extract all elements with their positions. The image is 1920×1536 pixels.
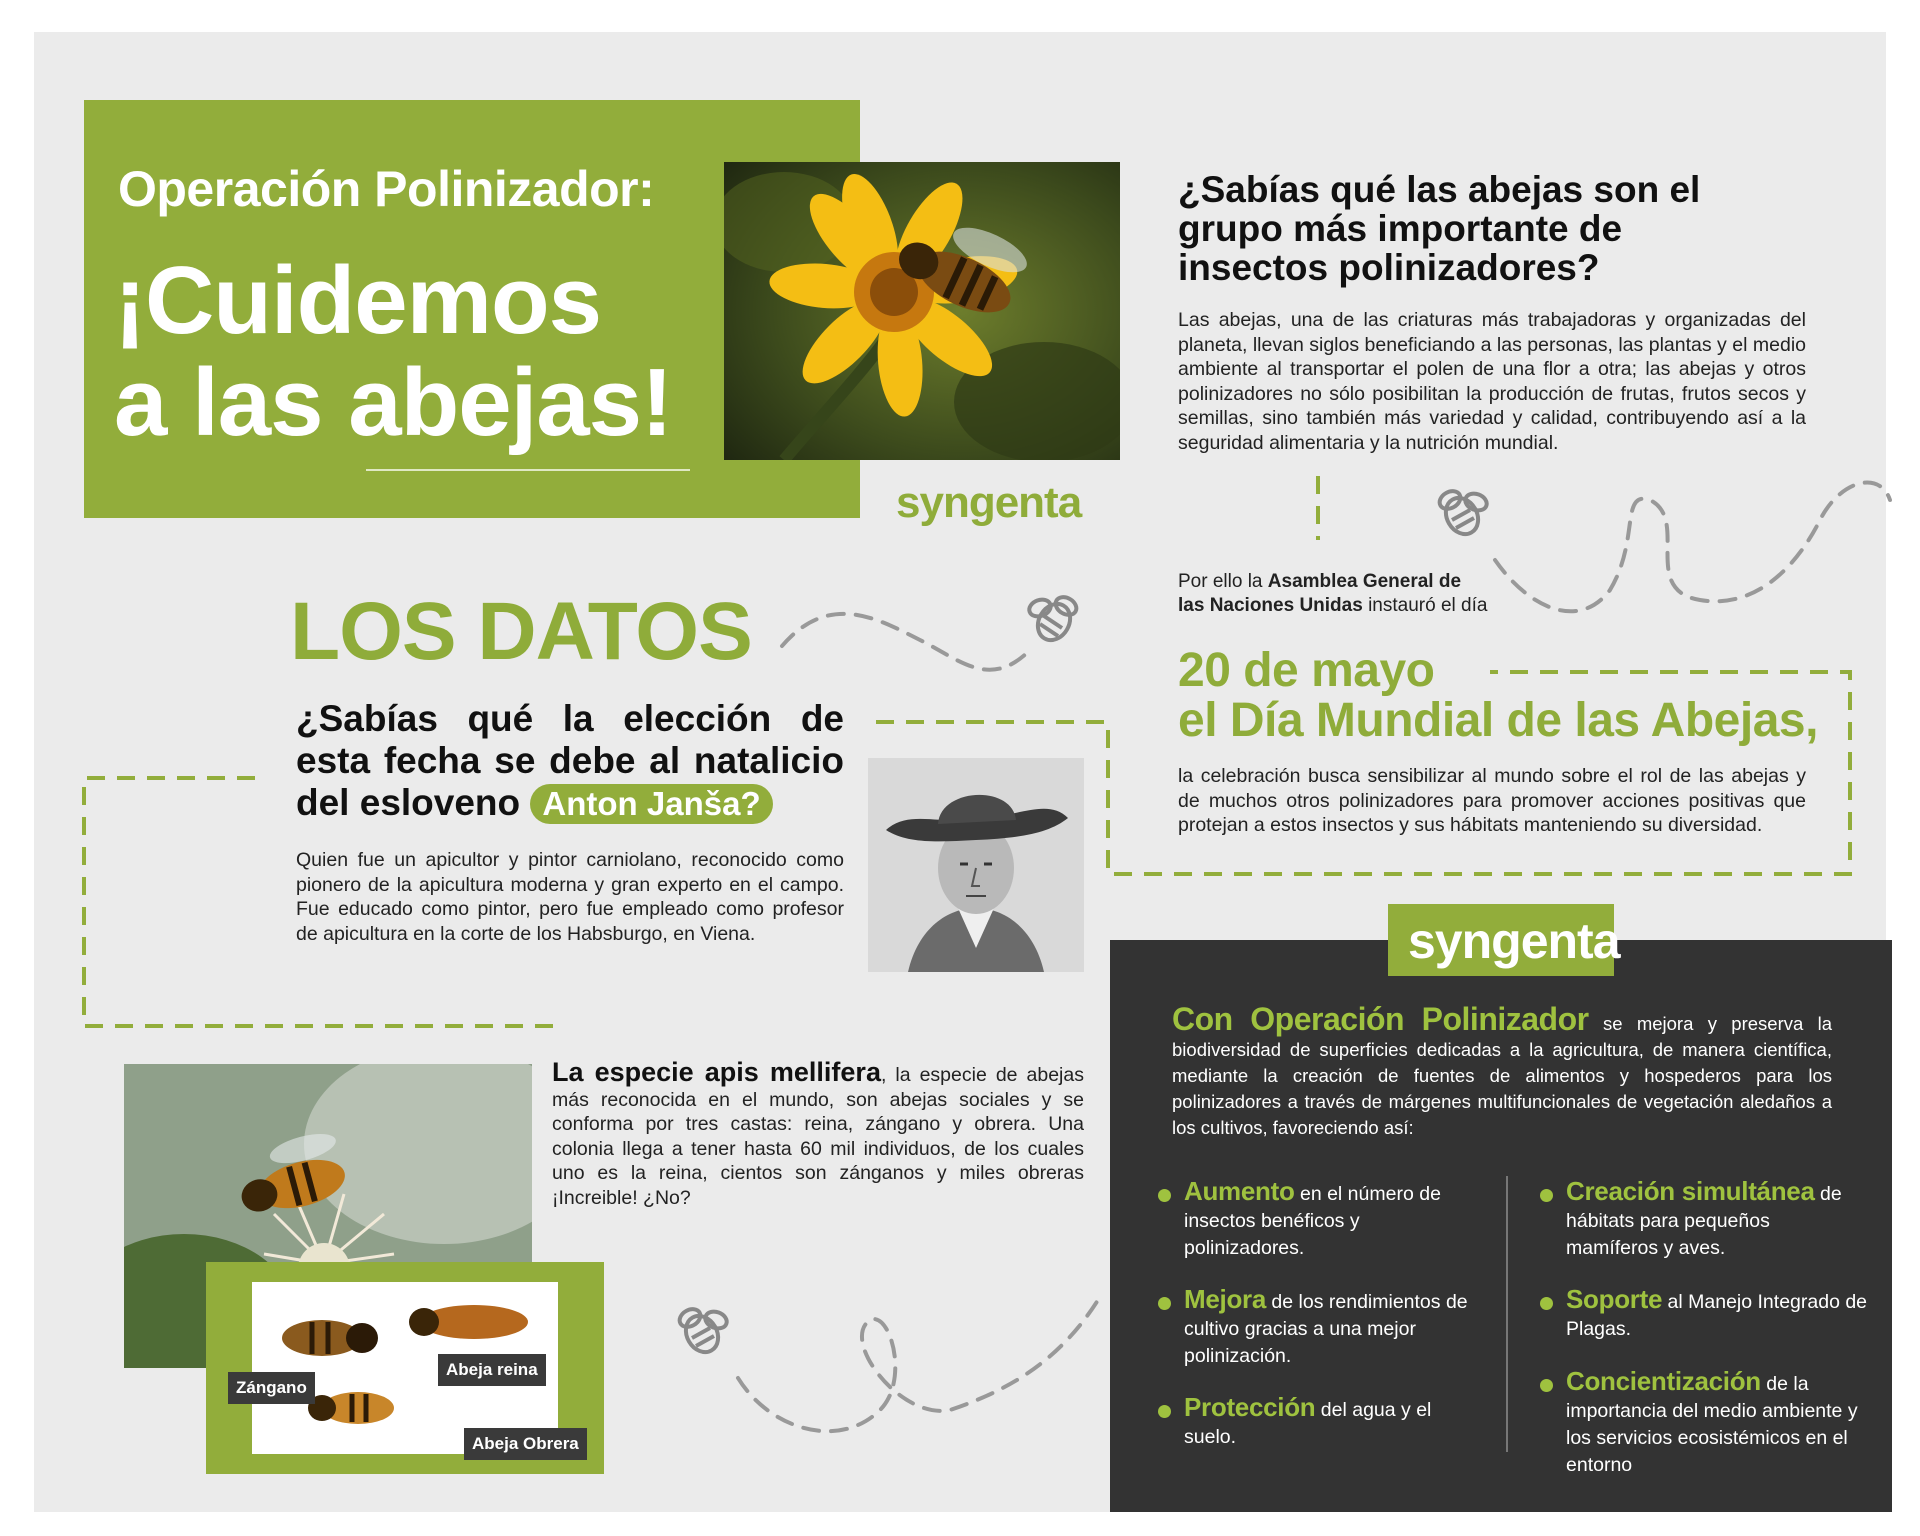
benefit-item [1184, 1394, 1460, 1451]
onu-prefix: Por ello la [1178, 571, 1268, 592]
benefit-highlight: Mejora [1184, 1284, 1267, 1314]
benefit-item [1184, 1286, 1484, 1370]
benefit-text: al Manejo Integrado de Plagas. [1566, 1291, 1868, 1340]
bee-icon [1432, 482, 1494, 540]
hero-title-line2: a las abejas! [114, 349, 673, 456]
bullet-icon [1158, 1189, 1171, 1202]
benefit-item [1566, 1368, 1866, 1479]
hero-title-line1: ¡Cuidemos [114, 247, 602, 354]
bullet-icon [1540, 1189, 1553, 1202]
section-heading: LOS DATOS [290, 586, 752, 677]
species-text [552, 1057, 1084, 1210]
benefit-highlight: Protección [1184, 1392, 1316, 1422]
benefit-text: de la importancia del medio ambiente y los servicios ecosistémicos en el entorno [1566, 1373, 1858, 1476]
bee-on-flower-photo [724, 162, 1120, 460]
benefit-item [1566, 1178, 1856, 1262]
bullet-icon [1158, 1297, 1171, 1310]
bullet-icon [1540, 1297, 1553, 1310]
benefit-text: en el número de insectos benéficos y polinizadores. [1184, 1183, 1441, 1259]
date-line2: el Día Mundial de las Abejas, [1178, 694, 1818, 747]
syngenta-logo-badge [1388, 904, 1620, 976]
name-pill: Anton Janša? [530, 784, 772, 824]
date-line1: 20 de mayo [1178, 644, 1435, 697]
hero-subtitle: Operación Polinizador: [118, 161, 655, 217]
species-body: , la especie de abejas más reconocida en el mundo, son abejas sociales y se conforma por tres castas: reina, zángano y obrera. Una colonia llega a tener hasta 60 mil individuos, de los cuales uno es la reina, cientos son zánganos y miles obreras ¡Increible! ¿No? [552, 1064, 1084, 1209]
onu-suffix: instauró el día [1362, 595, 1488, 616]
caste-label-queen: Abeja reina [438, 1354, 546, 1386]
hero-divider [366, 469, 690, 471]
benefit-highlight: Soporte [1566, 1284, 1663, 1314]
datos-question-text: ¿Sabías qué la elección de esta fecha se debe al natalicio del esloveno [296, 698, 844, 823]
benefit-item [1184, 1178, 1484, 1262]
panel-lead: Con Operación Polinizador [1172, 1001, 1589, 1037]
datos-question [296, 698, 844, 824]
bullet-icon [1158, 1405, 1171, 1418]
benefit-text: del agua y el suelo. [1184, 1399, 1432, 1448]
world-bee-day [1178, 646, 1818, 746]
hero-title [114, 247, 673, 456]
benefit-item [1566, 1286, 1876, 1343]
onu-text [1178, 570, 1488, 618]
benefit-highlight: Concientización [1566, 1366, 1761, 1396]
caste-label-worker: Abeja Obrera [464, 1428, 587, 1460]
syngenta-logo: syngenta [896, 478, 1082, 527]
benefit-text: de hábitats para pequeños mamíferos y aves. [1566, 1183, 1842, 1259]
bee-icon [672, 1300, 734, 1358]
intro-body: Las abejas, una de las criaturas más trabajadoras y organizadas del planeta, llevan siglos beneficiando a las personas, las plantas y el medio ambiente al transportar el polen de una flor a otra; las abejas y otros polinizadores no sólo posibilitan la producción de frutas, frutos secos y semillas, sino también más variedad y calidad, contribuyendo así a la seguridad alimentaria y la nutrición mundial. [1178, 309, 1806, 454]
datos-body: Quien fue un apicultor y pintor carniolano, reconocido como pionero de la apicultura moderna y gran experto en el campo. Fue educado como pintor, pero fue empleado como profesor de apicultura en la corte de los Habsburgo, en Viena. [296, 849, 844, 945]
onu-bold: Asamblea General de las Naciones Unidas [1178, 571, 1462, 616]
species-lead: La especie apis mellifera [552, 1057, 881, 1087]
syngenta-logo-text: syngenta [1408, 913, 1620, 969]
caste-label-drone: Zángano [228, 1372, 315, 1404]
benefit-highlight: Creación simultánea [1566, 1176, 1815, 1206]
anton-jansa-portrait [868, 758, 1084, 972]
benefit-highlight: Aumento [1184, 1176, 1295, 1206]
benefit-text: de los rendimientos de cultivo gracias a una mejor polinización. [1184, 1291, 1468, 1367]
onu-body: la celebración busca sensibilizar al mundo sobre el rol de las abejas y de muchos otros polinizadores para promover acciones positivas que protejan a estos insectos y sus hábitats manteniendo su diversidad. [1178, 765, 1806, 836]
intro-question: ¿Sabías qué las abejas son el grupo más importante de insectos polinizadores? [1178, 169, 1701, 288]
bee-icon [1024, 588, 1086, 646]
panel-body: se mejora y preserva la biodiversidad de superficies dedicadas a la agricultura, de manera científica, mediante la creación de fuentes de alimentos y hospederos para los polinizadores a través de márgenes multifuncionales de vegetación aledaños a los cultivos, favoreciendo así: [1172, 1013, 1833, 1138]
panel-divider [1506, 1176, 1508, 1452]
panel-intro [1172, 1001, 1833, 1141]
bullet-icon [1540, 1379, 1553, 1392]
